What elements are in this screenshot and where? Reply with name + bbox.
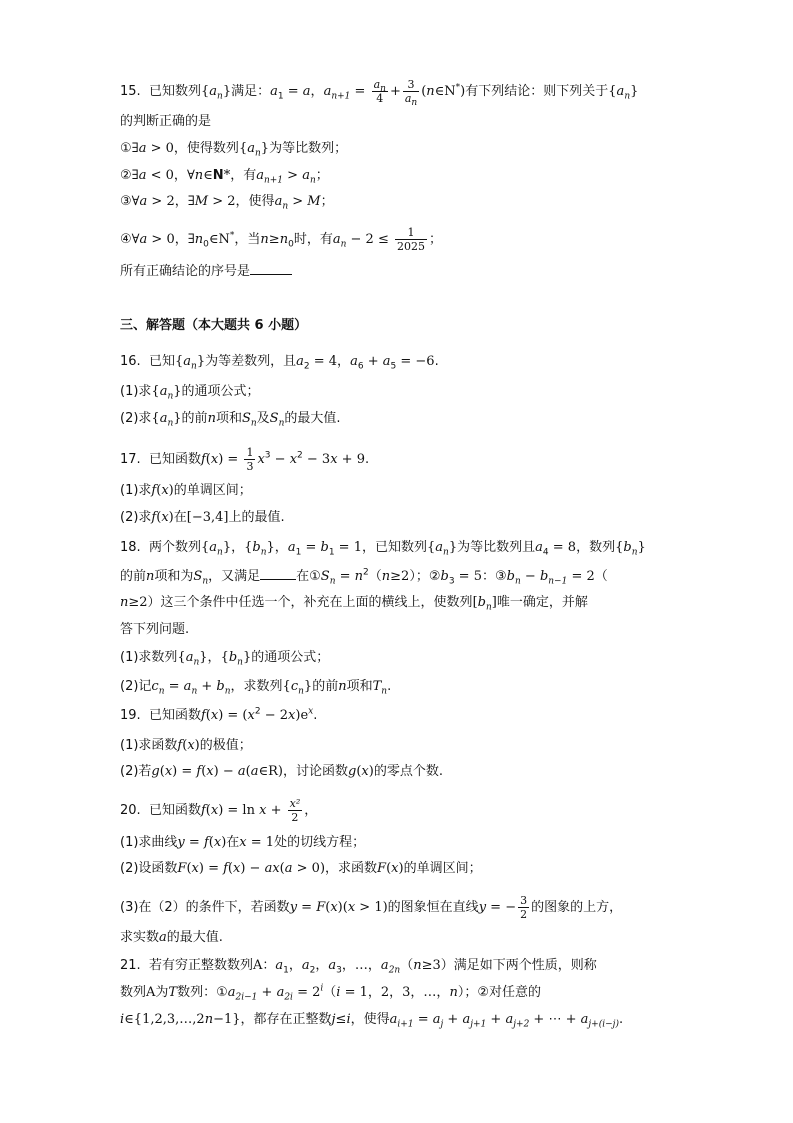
- q16-stem: 16. 已知$\{a_n\}$为等差数列，且$a_2 = 4$，$a_6 + a_5 = -6$.: [120, 354, 439, 372]
- q18-stem-2: 的前n项和为$S_n$，又满足 在$①S_n = n^2(n\ge 2)$；$②b_3 = 5$：$③b_n - b_{n-1} = 2$（: [120, 565, 683, 587]
- q21-stem-2: 数列A为T数列：$①a_{2i-1} + a_{2i} = 2^i(i = 1$，2，3，…，n）；②对任意的: [120, 983, 541, 1003]
- q18-stem-4: 答下列问题.: [120, 622, 190, 637]
- q18-stem-3: n≥2）这三个条件中任选一个，补充在上面的横线上，使数列$[b_n]$唯一确定，并解: [120, 595, 588, 613]
- q17-stem: 17. 已知函数f(x) = $\frac{1}{3}$ $x^3 - x^2 - 3x + 9$.: [120, 446, 370, 473]
- q15-option-4: ④∀a > 0，$\exists n_0\in N^*$，当$n\ge n_0$时，有$a_n - 2$ ≤ $\frac{1}{2025}$ ；: [120, 226, 442, 253]
- section-title: 三、解答题（本大题共 6 小题）: [120, 318, 308, 333]
- q17-part-1: (1)求f(x)的单调区间；: [120, 483, 252, 498]
- q20-stem: 20. 已知函数f(x) = ln x + $\frac{\text{x²}}{2}$ ，: [120, 797, 318, 824]
- q17-part-2: (2)求f(x)在[−3,4]上的最值.: [120, 510, 285, 525]
- q18-part-1: (1)求数列$\{a_n\}$，$\{b_n\}$的通项公式；: [120, 650, 330, 668]
- q20-part-2: (2)设函数F(x) = f(x) − ax(a > 0)，求函数F(x)的单调区间；: [120, 861, 482, 876]
- q15-option-1: ①∃a > 0，使得数列$\{a_n\}$为等比数列；: [120, 141, 348, 159]
- q20-part-3-cont: 求实数a的最大值.: [120, 930, 223, 945]
- q15-stem-2: 的判断正确的是: [120, 114, 212, 129]
- q16-part-2: (2)求$\{a_n\}$的前n项和$S_n$及$S_n$的最大值.: [120, 411, 341, 429]
- q15-option-3: ③∀a > 2，∃M > 2，使得$a_n > M$；: [120, 194, 334, 212]
- q18-part-2: (2)记$c_n = a_n + b_n$，求数列$\{c_n\}$的前n项和$T_n$.: [120, 679, 392, 697]
- q18-choice-blank[interactable]: [260, 565, 296, 580]
- q19-part-2: (2)若g(x) = f(x) − a(a∈R)，讨论函数g(x)的零点个数.: [120, 764, 443, 779]
- q15-ask: 所有正确结论的序号是: [120, 260, 683, 282]
- q16-part-1: (1)求$\{a_n\}$的通项公式；: [120, 384, 260, 402]
- q18-stem-1: 18. 两个数列$\{a_n\}$，$\{b_n\}$，$a_1 = b_1 = 1$，已知数列$\{a_n\}$为等比数列且$a_4 = 8$，数列$\{b_n\}$: [120, 540, 646, 558]
- q15-option-2: ②∃a < 0，∀n∈N*，有$a_{n+1} > a_n$；: [120, 168, 329, 186]
- q20-part-3: (3)在（2）的条件下，若函数y = F(x)(x > 1)的图象恒在直线y = − $\frac{3}{2}$ 的图象的上方，: [120, 894, 623, 921]
- q15-answer-blank[interactable]: [250, 260, 292, 275]
- q19-part-1: (1)求函数f(x)的极值；: [120, 738, 252, 753]
- q21-stem-3: i∈{1,2,3,…,2n−1}，都存在正整数j≤i，使得$a_{i+1} = a_j + a_{j+1} + a_{j+2}$ + ⋯ + $a_{j+(i-j)}$.: [120, 1012, 624, 1030]
- q15-stem: 15. 已知数列$\{a_n\}$满足：$a_1 = a$，$a_{n+1}$ = $\frac{a_n}{4}$ + $\frac{3}{a_n}$ (n∈N*)有下列结论：则下列关于$\{a_n\}$: [120, 78, 639, 109]
- q20-part-1: (1)求曲线y = f(x)在x = 1处的切线方程；: [120, 835, 366, 850]
- q19-stem: 19. 已知函数$f(x) = (x^2 - 2x)e^x$.: [120, 706, 318, 723]
- q21-stem-1: 21. 若有穷正整数数列A：$a_1$，$a_2$，$a_3$，…，$a_{2n}(n\ge 3)$满足如下两个性质，则称: [120, 958, 597, 976]
